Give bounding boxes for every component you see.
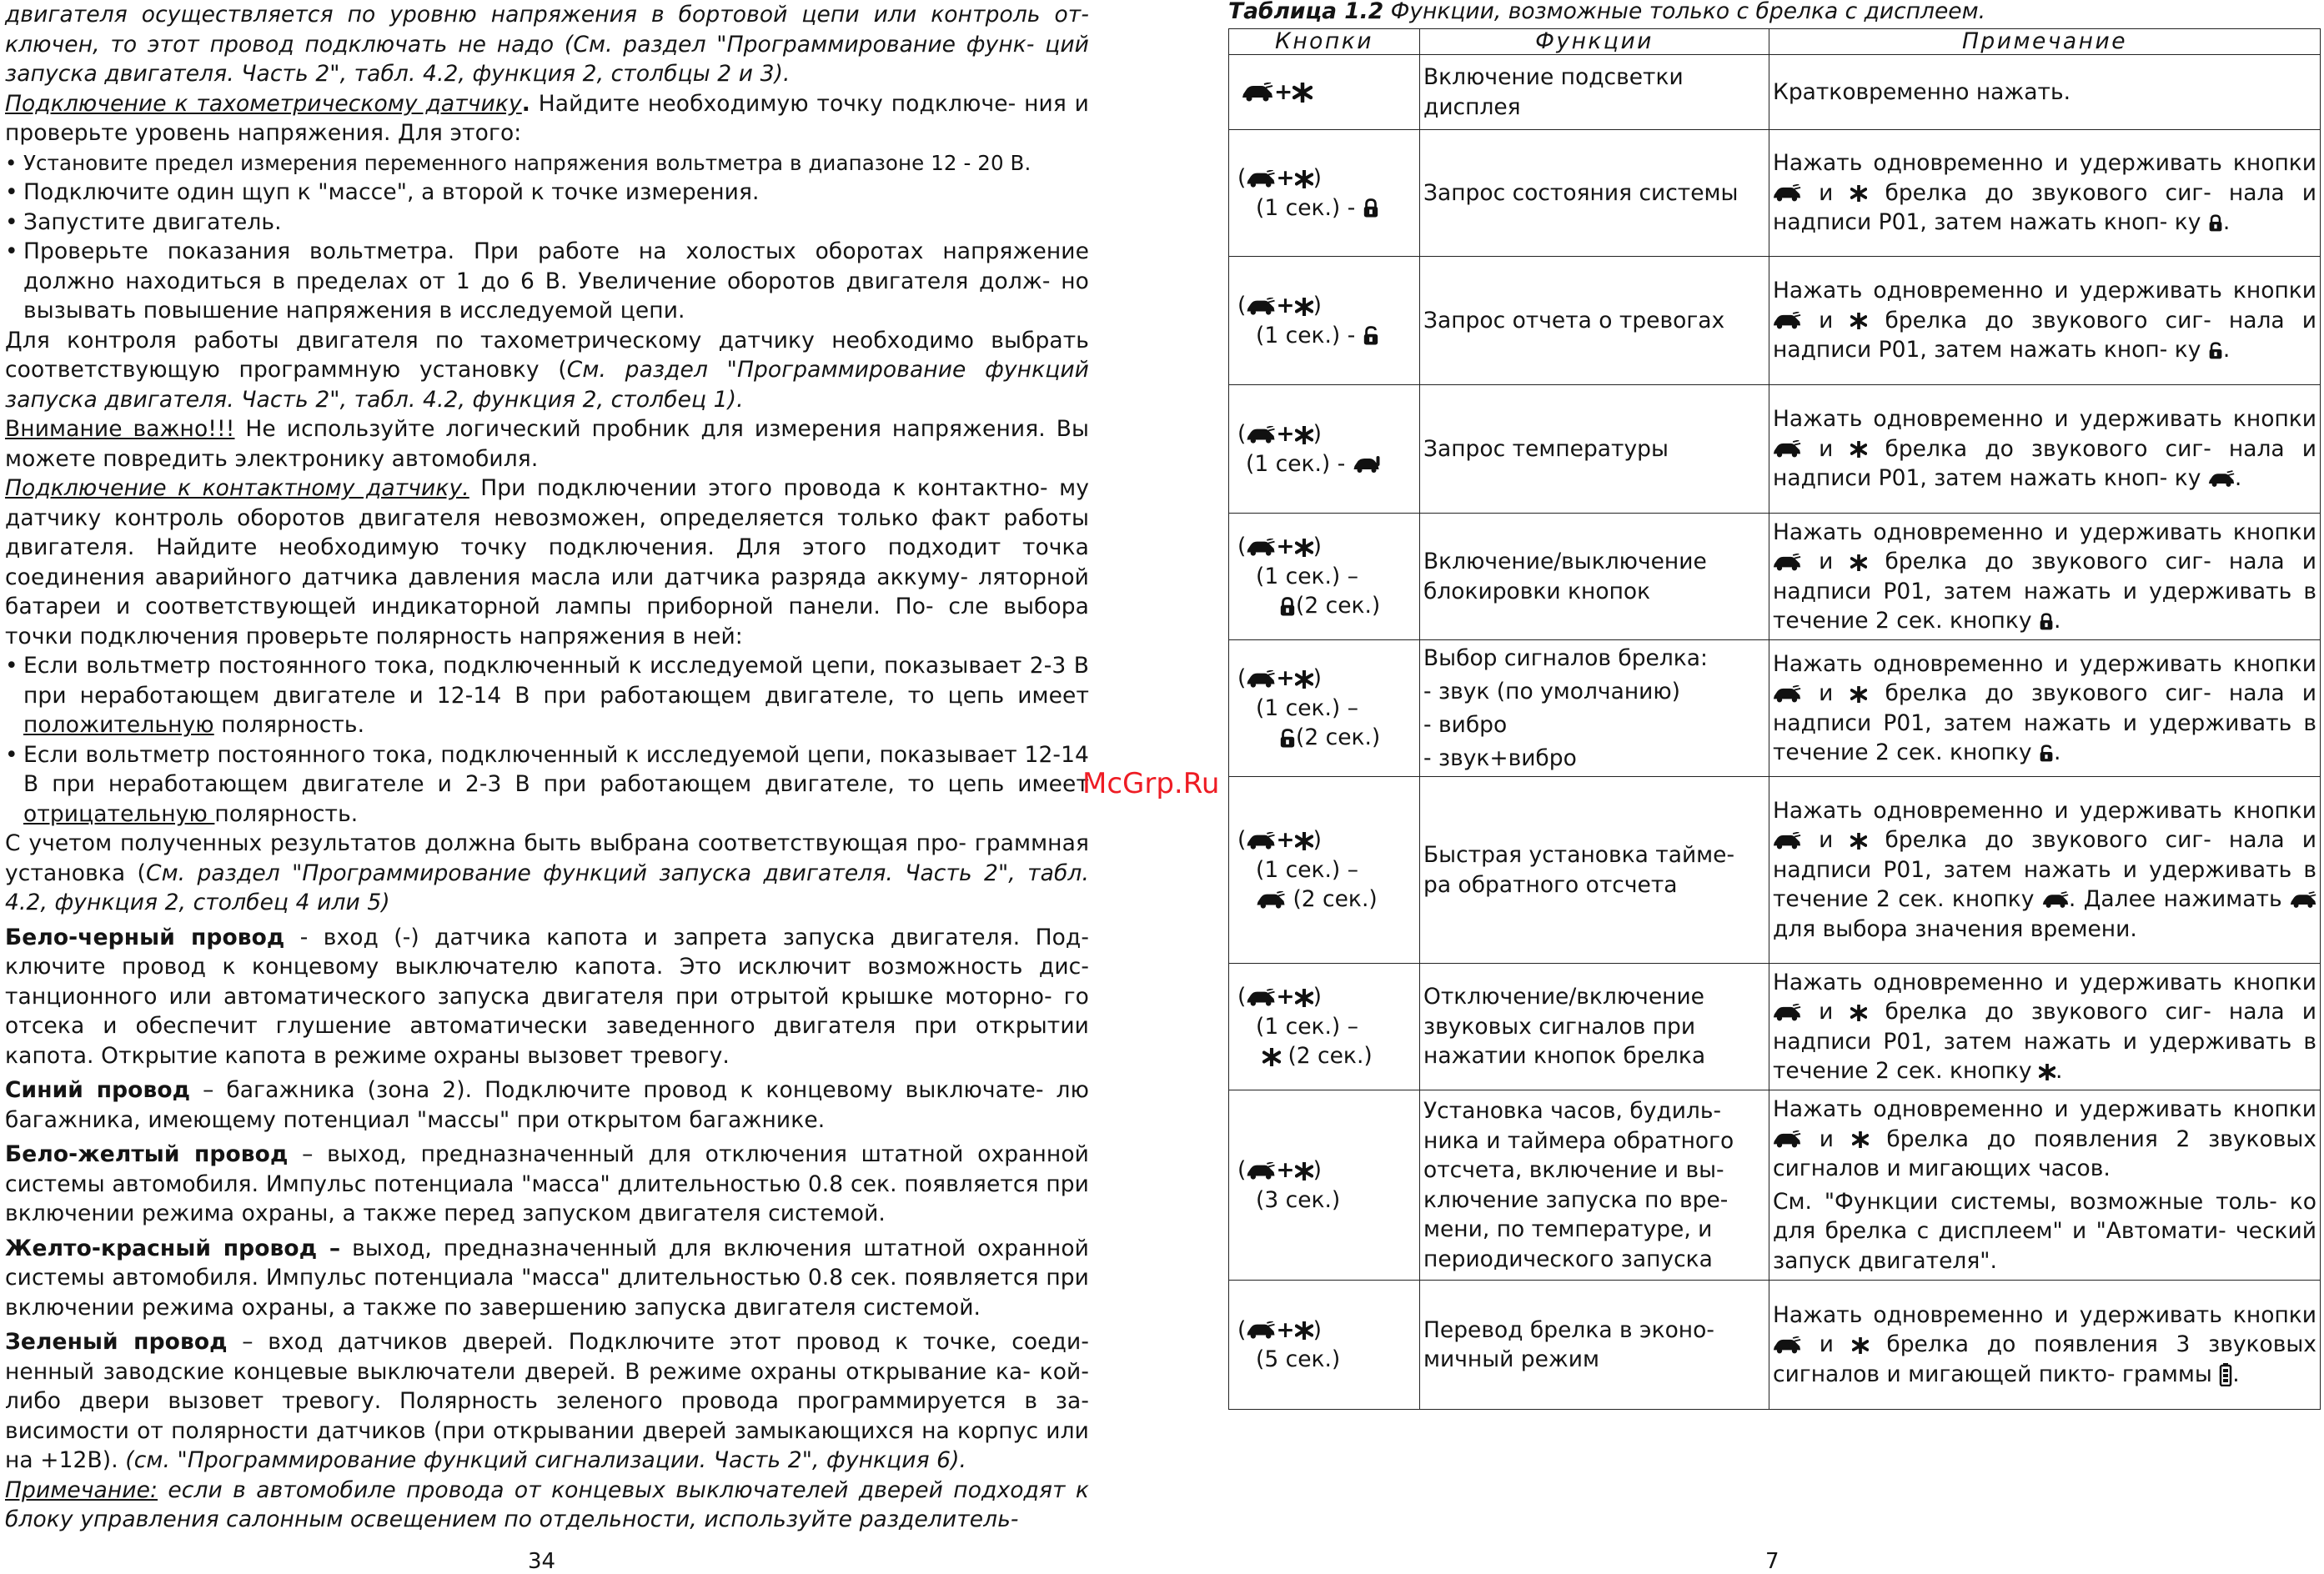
function-cell: Включение подсветки дисплея (1420, 55, 1769, 130)
note-label: Примечание: (5, 1476, 158, 1503)
keys-duration: (2 сек.) (1293, 886, 1378, 913)
asterisk-icon (1850, 313, 1867, 329)
function-cell: Запрос температуры (1420, 385, 1769, 514)
note-text: Нажать одновременно и удерживать кнопки (1773, 650, 2316, 677)
warning-label: Внимание важно!!! (5, 416, 235, 442)
unlock-icon (1279, 728, 1296, 749)
contact-paragraph (5, 474, 1089, 651)
tacho-paragraph: Подключение к тахометрическому датчику. Найдите необходимую точку подключе- ния и проверьте уровень напряжения. Для этого: (5, 90, 1089, 146)
note-text: если в автомобиле провода от концевых выключателей дверей подходят к блоку управления салонным освещением по отдельности, используйте разделитель- (5, 1476, 1089, 1532)
function-line: - звук+вибро (1423, 744, 1577, 771)
asterisk-icon (1295, 670, 1313, 689)
car-icon (1773, 1004, 1801, 1022)
wire-text: – выход, предназначенный для отключения штатной охранной системы автомобиля. Импульс потенциала "масса" длительностью 0.8 сек. появляется при включении режима охраны, а также перед запуском двигателя системой. (5, 1141, 1089, 1226)
note-paragraph (5, 1476, 1089, 1535)
car-icon (1773, 1336, 1801, 1355)
note-text: и (1819, 680, 1834, 706)
wire-paragraph (5, 1140, 1089, 1229)
list-item: • Подключите один щуп к "массе", а второй к точке измерения. (5, 178, 1089, 208)
warning-paragraph (5, 414, 1089, 474)
keys-paren: ( (1237, 1316, 1247, 1343)
note-cell (1769, 385, 2321, 514)
note-cell (1769, 640, 2321, 777)
note-text: . (2222, 337, 2231, 363)
table-row (1229, 1281, 2321, 1410)
car-icon (1773, 440, 1801, 459)
car-icon (1246, 1321, 1276, 1340)
keys-paren: ( (1237, 293, 1247, 318)
car-icon (1773, 1130, 1801, 1149)
function-cell: Установка часов, будиль- ника и таймера обратного отсчета, включение и вы- ключение запуска по вре- мени, по температуре, и периодического запуска (1420, 1090, 1769, 1281)
car-icon (2208, 470, 2235, 489)
keys-duration: (1 сек.) – (1256, 563, 1358, 589)
functions-table (1228, 28, 2321, 1410)
wire-name: Бело-черный провод (5, 924, 285, 950)
header-functions: Функции (1420, 29, 1769, 55)
keys-cell: ( + ) (1 сек.) – (2 сек.) (1229, 640, 1420, 777)
note-text: и (1819, 179, 1834, 206)
table-row (1229, 257, 2321, 385)
car-icon (1246, 170, 1276, 188)
note-cell (1769, 130, 2321, 257)
header-keys: Кнопки (1229, 29, 1420, 55)
note-cell (1769, 514, 2321, 640)
function-cell: Быстрая установка тайме- ра обратного отсчета (1420, 777, 1769, 964)
asterisk-icon (1850, 686, 1867, 703)
contact-heading: Подключение к контактному датчику. (5, 475, 469, 501)
right-page (1228, 0, 2321, 1574)
keys-paren: ( (1237, 165, 1247, 191)
asterisk-icon (1850, 833, 1867, 850)
note-text: брелка до появления 3 звуковых сигналов и мигающей пикто- граммы (1773, 1331, 2316, 1387)
table-header-row (1229, 29, 2321, 55)
result-paragraph (5, 829, 1089, 918)
tacho-control-paragraph (5, 326, 1089, 415)
note-text: для выбора значения времени. (1773, 915, 2137, 942)
note-text: Нажать одновременно и удерживать кнопки (1773, 1096, 2316, 1122)
keys-paren: ( (1237, 421, 1247, 447)
lock-icon (2208, 213, 2223, 233)
keys-duration: (1 сек.) - (1256, 322, 1356, 348)
note-text: . (2234, 465, 2242, 492)
bullet-underlined: положительную (23, 712, 214, 738)
note-text: и (1819, 307, 1834, 333)
result-ref: См. раздел "Программирование функций запуска двигателя. Часть 2", табл. 4.2, функция 2, столбец 4 или 5) (5, 860, 1089, 915)
keys-cell: ( + ) (1 сек.) – (2 сек.) (1229, 514, 1420, 640)
table-row (1229, 1090, 2321, 1281)
asterisk-icon (1850, 554, 1867, 571)
unlock-icon (2039, 744, 2054, 764)
function-cell: Включение/выключение блокировки кнопок (1420, 514, 1769, 640)
wire-name: Бело-желтый провод (5, 1141, 289, 1167)
note-text: Нажать одновременно и удерживать кнопки (1773, 150, 2316, 177)
keys-duration: (1 сек.) – (1256, 1013, 1358, 1040)
note-text: См. "Функции системы, возможные толь- ко для брелка с дисплеем" и "Автомати- ческий запуск двигателя". (1773, 1188, 2316, 1274)
keys-duration: (2 сек.) (1296, 593, 1381, 619)
car-temp-icon (1353, 454, 1381, 474)
list-item (5, 651, 1089, 740)
keys-cell: ( + ) (1 сек.) - (1229, 130, 1420, 257)
function-cell: Перевод брелка в эконо- мичный режим (1420, 1281, 1769, 1410)
battery-icon (2219, 1363, 2232, 1386)
note-cell (1769, 777, 2321, 964)
tacho-bullets (5, 148, 1089, 326)
car-icon (1773, 554, 1801, 572)
keys-duration: (1 сек.) - (1246, 450, 1346, 477)
table-row (1229, 640, 2321, 777)
note-text: Нажать одновременно и удерживать кнопки (1773, 797, 2316, 824)
asterisk-icon (1295, 426, 1313, 444)
car-icon (1246, 989, 1276, 1007)
car-icon (1246, 298, 1276, 316)
note-cell (1769, 1090, 2321, 1281)
keys-paren: ( (1237, 827, 1247, 854)
asterisk-icon (1850, 1005, 1867, 1021)
note-text: . Далее нажимать (2068, 886, 2282, 913)
car-icon (1773, 184, 1801, 203)
car-icon (1773, 312, 1801, 330)
note-text: Нажать одновременно и удерживать кнопки (1773, 278, 2316, 304)
asterisk-icon (2039, 1064, 2055, 1080)
table-caption (1228, 0, 1985, 24)
wire-name: Синий провод (5, 1077, 191, 1103)
lock-icon (1363, 198, 1379, 219)
keys-duration: (1 сек.) - (1256, 194, 1356, 221)
table-row (1229, 385, 2321, 514)
green-wire-paragraph (5, 1327, 1089, 1476)
table-row (1229, 55, 2321, 130)
wire-text: – вход датчиков дверей. Подключите этот провод к точке, соеди- ненный заводские концевые выключатели дверей. В режиме охраны открывание ка- кой-либо двери вызовет тревогу. Полярность зеленого провода программируется в за- висимости от полярности датчиков (при открывании дверей замыкающихся на корпус или на +12В). (5, 1329, 1089, 1473)
car-icon (1241, 83, 1274, 103)
list-item (5, 740, 1089, 830)
note-cell: Кратковременно нажать. (1769, 55, 2321, 130)
intro-paragraph: двигателя осуществляется по уровню напряжения в бортовой цепи или контроль от- ключен, то этот провод подключать не надо (См. раздел "Программирование функ- ций запуска двигателя. Часть 2", табл. 4.2, функция 2, столбцы 2 и 3). (5, 2, 1089, 87)
asterisk-icon (1295, 989, 1313, 1007)
note-cell (1769, 257, 2321, 385)
car-icon (1246, 1162, 1276, 1180)
note-text: брелка до звукового сиг- нала и надписи P01, затем нажать и удерживать в течение 2 сек. кнопку (1773, 827, 2316, 913)
unlock-icon (2208, 341, 2223, 361)
header-notes: Примечание (1769, 29, 2321, 55)
warning-text: Не используйте логический пробник для измерения напряжения. Вы можете повредить электронику автомобиля. (5, 416, 1089, 472)
asterisk-icon (1850, 441, 1867, 458)
note-text: Нажать одновременно и удерживать кнопки (1773, 969, 2316, 995)
note-text: . (2232, 1361, 2240, 1387)
keys-cell: ( + ) (1 сек.) – (2 сек.) (1229, 777, 1420, 964)
list-item: • Запустите двигатель. (5, 208, 1089, 238)
bullet-end: полярность. (214, 800, 359, 827)
tacho-control-text: Для контроля работы двигателя по тахометрическому датчику необходимо выбрать соответствующую программную установку ( (5, 327, 1089, 383)
asterisk-icon (1295, 832, 1313, 850)
keys-cell: + (1229, 55, 1420, 130)
note-text: и (1819, 1125, 1834, 1152)
asterisk-icon (1295, 1162, 1313, 1180)
tacho-text: Найдите необходимую точку подключе- ния и проверьте уровень напряжения. Для этого: (5, 90, 1089, 146)
table-row (1229, 130, 2321, 257)
page-number-left: 34 (528, 1549, 556, 1574)
page-number-right: 7 (1765, 1549, 1779, 1574)
contact-bullets (5, 651, 1089, 829)
note-text: брелка до звукового сиг- нала и надписи P01, затем нажать и удерживать в течение 2 сек. кнопку (1773, 680, 2316, 765)
lock-icon (1279, 596, 1296, 618)
bullet-end: полярность. (213, 712, 365, 738)
note-text: Нажать одновременно и удерживать кнопки (1773, 1301, 2316, 1328)
car-icon (1246, 832, 1276, 850)
function-cell: Запрос отчета о тревогах (1420, 257, 1769, 385)
function-line: - звук (по умолчанию) (1423, 678, 1681, 704)
note-text: брелка до звукового сиг- нала и надписи P01, затем нажать кноп- ку (1773, 179, 2316, 236)
contact-text: При подключении этого провода к контактно- му датчику контроль оборотов двигателя невозможен, определяется только факт работы двигателя. Найдите необходимую точку подключения. Для этого подходит точка соединения аварийного датчика давления масла или датчика разряда аккуму- ляторной батареи и соответствующей индикаторной лампы приборной панели. По- сле выбора точки подключения проверьте полярность напряжения в ней: (5, 475, 1089, 649)
keys-duration: (2 сек.) (1287, 1043, 1373, 1070)
table-row (1229, 777, 2321, 964)
asterisk-icon (1295, 539, 1313, 557)
asterisk-icon (1852, 1131, 1869, 1148)
wire-paragraph (5, 923, 1089, 1071)
asterisk-icon (1262, 1048, 1281, 1066)
keys-duration: (3 сек.) (1256, 1186, 1341, 1213)
note-text: брелка до звукового сиг- нала и надписи P01, затем нажать и удерживать в течение 2 сек. кнопку (1773, 549, 2316, 634)
wire-paragraph (5, 1234, 1089, 1323)
table-caption-text: Функции, возможные только с брелка с дисплеем. (1383, 0, 1986, 24)
function-cell: Запрос состояния системы (1420, 130, 1769, 257)
car-icon (1246, 539, 1276, 557)
note-text: брелка до звукового сиг- нала и надписи P01, затем нажать и удерживать в течение 2 сек. кнопку (1773, 999, 2316, 1084)
asterisk-icon (1293, 83, 1313, 103)
left-page (5, 0, 1089, 1574)
wire-paragraph (5, 1075, 1089, 1135)
car-icon (1246, 670, 1276, 689)
watermark: McGrp.Ru (1082, 767, 1220, 800)
car-icon (1773, 832, 1801, 850)
wire-ref: (см. "Программирование функций сигнализации. Часть 2", функция 6). (125, 1447, 967, 1473)
keys-duration: (2 сек.) (1296, 724, 1381, 751)
note-text: брелка до звукового сиг- нала и надписи P01, затем нажать кноп- ку (1773, 435, 2316, 492)
wire-text: выход, предназначенный для включения штатной охранной системы автомобиля. Импульс потенциала "масса" длительностью 0.8 сек. появляется при включении режима охраны, а также по завершению запуска двигателя системой. (5, 1235, 1089, 1321)
note-text: . (2053, 608, 2061, 634)
keys-cell: ( + ) (1 сек.) - (1229, 385, 1420, 514)
note-text: и (1819, 827, 1834, 854)
lock-icon (2039, 612, 2054, 632)
bullet-underlined: отрицательную (23, 800, 215, 827)
unlock-icon (1363, 325, 1379, 347)
note-text: брелка до появления 2 звуковых сигналов и мигающих часов. (1773, 1125, 2316, 1181)
note-cell (1769, 964, 2321, 1090)
asterisk-icon (1295, 298, 1313, 316)
wire-text: - вход (-) датчика капота и запрета запуска двигателя. Под- ключите провод к концевому выключателю капота. Это исключит возможность дис- танционного или автоматического запуска двигателя при отрытой крышке моторно- го отсека и обеспечит глушение автоматически заведенного двигателя при открытии капота. Открытие капота в режиме охраны вызовет тревогу. (5, 924, 1089, 1069)
keys-cell: ( + ) (1 сек.) - (1229, 257, 1420, 385)
note-cell (1769, 1281, 2321, 1410)
wire-name: Желто-красный провод – (5, 1235, 341, 1261)
keys-duration: (1 сек.) – (1256, 856, 1358, 883)
note-text: Нажать одновременно и удерживать кнопки (1773, 406, 2316, 433)
tacho-control-ref: См. раздел "Программирование функций запуска двигателя. Часть 2", табл. 4.2, функция 2, столбец 1). (5, 357, 1089, 413)
function-cell (1420, 640, 1769, 777)
wire-text: – багажника (зона 2). Подключите провод к концевому выключате- лю багажника, имеющему потенциал "массы" при открытом багажнике. (5, 1077, 1089, 1133)
list-item: • Установите предел измерения переменного напряжения вольтметра в диапазоне 12 - 20 В. (5, 148, 1089, 178)
asterisk-icon (1295, 1321, 1313, 1340)
function-cell: Отключение/включение звуковых сигналов при нажатии кнопок брелка (1420, 964, 1769, 1090)
note-text: брелка до звукового сиг- нала и надписи P01, затем нажать кноп- ку (1773, 307, 2316, 363)
note-text: и (1819, 999, 1834, 1025)
note-text: Нажать одновременно и удерживать кнопки (1773, 519, 2316, 545)
table-row (1229, 964, 2321, 1090)
table-caption-label: Таблица 1.2 (1228, 0, 1384, 24)
asterisk-icon (1295, 170, 1313, 188)
note-text: и (1819, 549, 1834, 574)
keys-cell: ( + ) (5 сек.) (1229, 1281, 1420, 1410)
car-icon (1773, 685, 1801, 704)
table-row (1229, 514, 2321, 640)
result-text: С учетом полученных результатов должна быть выбрана соответствующая про- граммная установка ( (5, 830, 1089, 886)
keys-paren: ( (1237, 665, 1247, 692)
list-item: • Проверьте показания вольтметра. При работе на холостых оборотах напряжение должно находиться в пределах от 1 до 6 В. Увеличение оборотов двигателя долж- но вызывать повышение напряжения в исследуемой цепи. (5, 237, 1089, 326)
function-line: Выбор сигналов брелка: (1423, 644, 1708, 671)
note-text: и (1819, 1331, 1834, 1358)
note-text: и (1819, 435, 1834, 462)
tacho-heading: Подключение к тахометрическому датчику (5, 90, 522, 117)
keys-paren: ( (1237, 984, 1247, 1010)
keys-paren: ( (1237, 534, 1247, 560)
note-text: . (2053, 739, 2061, 765)
bullet-text: Если вольтметр постоянного тока, подключенный к исследуемой цепи, показывает 2-3 В при неработающем двигателе и 12-14 В при работающем двигателе, то цепь имеет (23, 653, 1089, 709)
bullet-text: Если вольтметр постоянного тока, подключенный к исследуемой цепи, показывает 12-14 В при неработающем двигателе и 2-3 В при работающем двигателе, то цепь имеет (23, 741, 1089, 797)
wire-name: Зеленый провод (5, 1329, 228, 1355)
note-text: . (2222, 209, 2231, 236)
keys-duration: (1 сек.) – (1256, 694, 1358, 721)
asterisk-icon (1850, 185, 1867, 202)
keys-cell: ( + ) (3 сек.) (1229, 1090, 1420, 1281)
car-icon (1246, 426, 1276, 444)
note-text: . (2055, 1058, 2063, 1084)
keys-cell: ( + ) (1 сек.) – (2 сек.) (1229, 964, 1420, 1090)
asterisk-icon (1852, 1337, 1869, 1354)
car-icon (2042, 891, 2069, 910)
function-line: - вибро (1423, 711, 1508, 738)
keys-paren: ( (1237, 1157, 1247, 1183)
car-icon (1256, 891, 1286, 910)
car-icon (2290, 891, 2316, 910)
keys-duration: (5 сек.) (1256, 1346, 1341, 1372)
